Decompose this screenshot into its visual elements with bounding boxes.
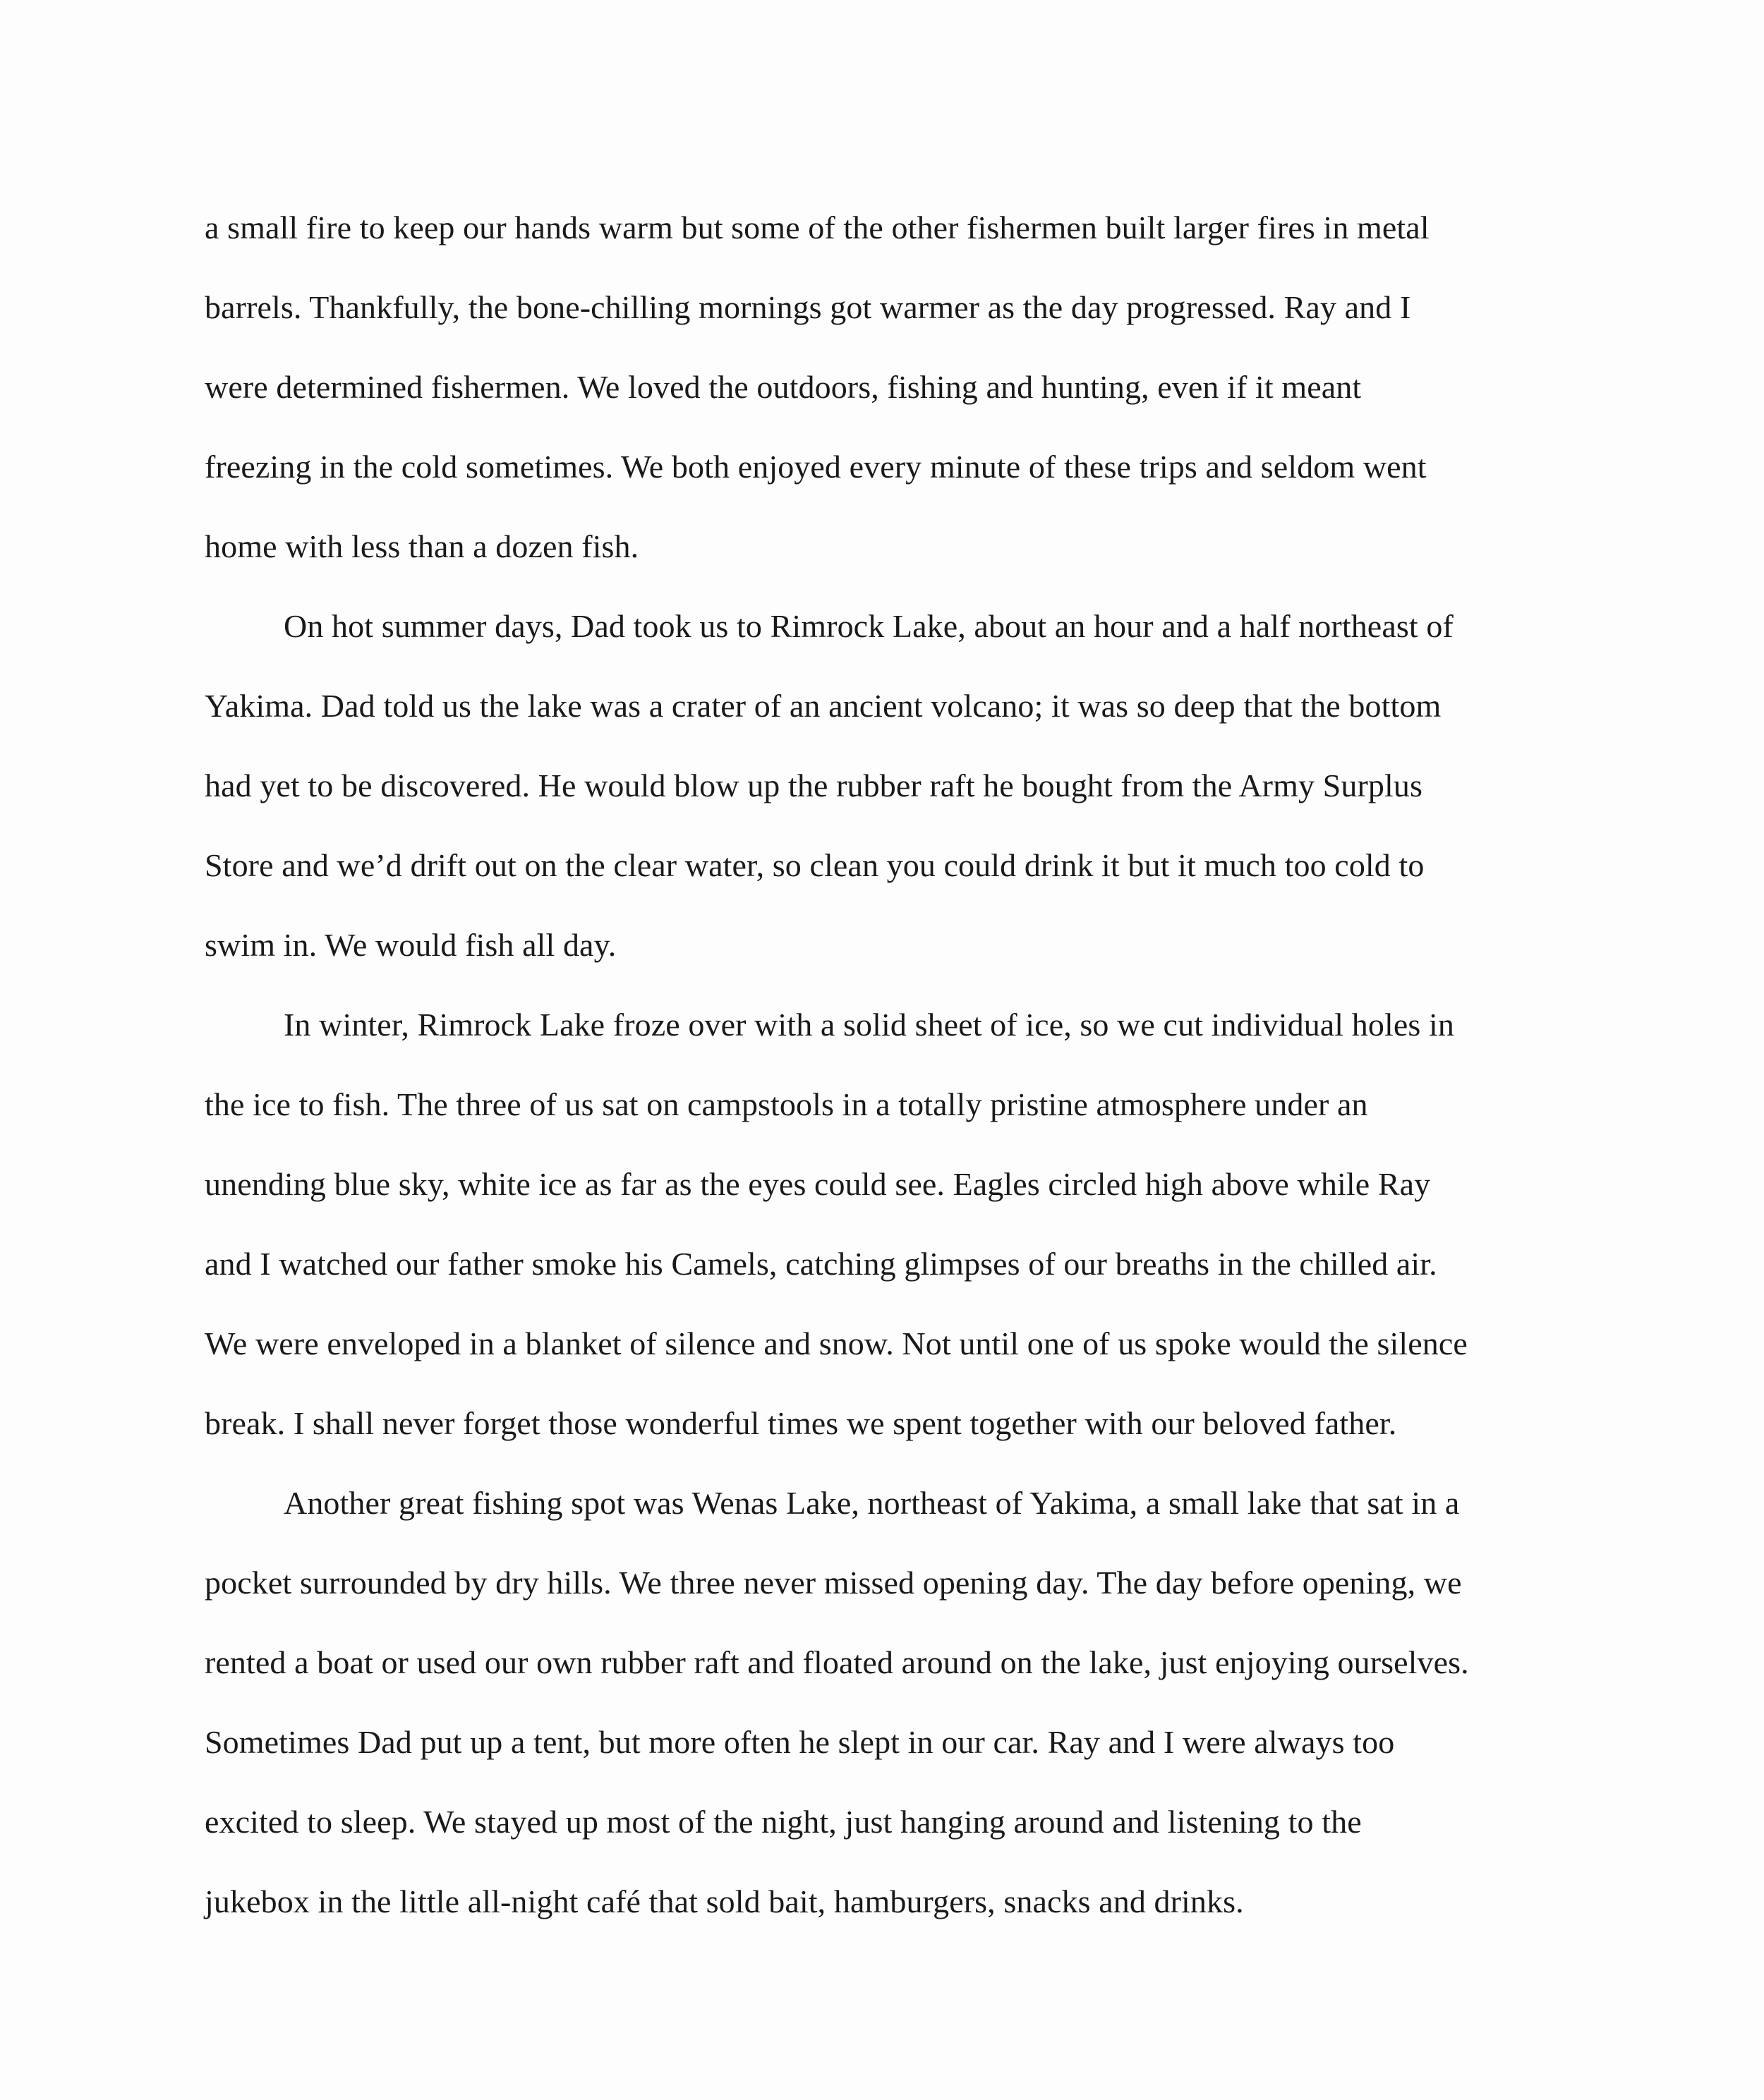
text-line: Yakima. Dad told us the lake was a crater of an ancient volcano; it was so deep that the bottom [205, 688, 1442, 724]
text-line: break. I shall never forget those wonderful times we spent together with our beloved father. [205, 1405, 1397, 1441]
text-line: home with less than a dozen fish. [205, 528, 639, 564]
text-line: the ice to fish. The three of us sat on campstools in a totally pristine atmosphere under an [205, 1086, 1368, 1122]
text-line: We were enveloped in a blanket of silence and snow. Not until one of us spoke would the silence [205, 1325, 1468, 1361]
text-line: rented a boat or used our own rubber raft and floated around on the lake, just enjoying ourselves. [205, 1644, 1469, 1680]
text-line: swim in. We would fish all day. [205, 927, 617, 963]
text-line: were determined fishermen. We loved the outdoors, fishing and hunting, even if it meant [205, 369, 1362, 405]
text-line: and I watched our father smoke his Camels, catching glimpses of our breaths in the chilled air. [205, 1246, 1437, 1282]
body-text [205, 205, 1559, 1958]
text-line: had yet to be discovered. He would blow up the rubber raft he bought from the Army Surplus [205, 767, 1422, 803]
text-line: Store and we’d drift out on the clear water, so clean you could drink it but it much too cold to [205, 847, 1425, 883]
text-line: unending blue sky, white ice as far as the eyes could see. Eagles circled high above while Ray [205, 1166, 1431, 1202]
text-line: Sometimes Dad put up a tent, but more often he slept in our car. Ray and I were always too [205, 1724, 1395, 1760]
paragraph-first-line: On hot summer days, Dad took us to Rimrock Lake, about an hour and a half northeast of [284, 608, 1454, 644]
text-line: a small fire to keep our hands warm but some of the other fishermen built larger fires in metal [205, 210, 1430, 245]
text-line: jukebox in the little all-night café that sold bait, hamburgers, snacks and drinks. [205, 1883, 1244, 1919]
text-line: barrels. Thankfully, the bone-chilling mornings got warmer as the day progressed. Ray and I [205, 289, 1411, 325]
paragraph-first-line: Another great fishing spot was Wenas Lake, northeast of Yakima, a small lake that sat in a [284, 1485, 1460, 1521]
text-line: freezing in the cold sometimes. We both enjoyed every minute of these trips and seldom went [205, 449, 1427, 485]
paragraph-first-line: In winter, Rimrock Lake froze over with a solid sheet of ice, so we cut individual holes in [284, 1007, 1454, 1043]
text-line: excited to sleep. We stayed up most of the night, just hanging around and listening to the [205, 1804, 1362, 1840]
text-line: pocket surrounded by dry hills. We three never missed opening day. The day before opening, we [205, 1565, 1462, 1601]
